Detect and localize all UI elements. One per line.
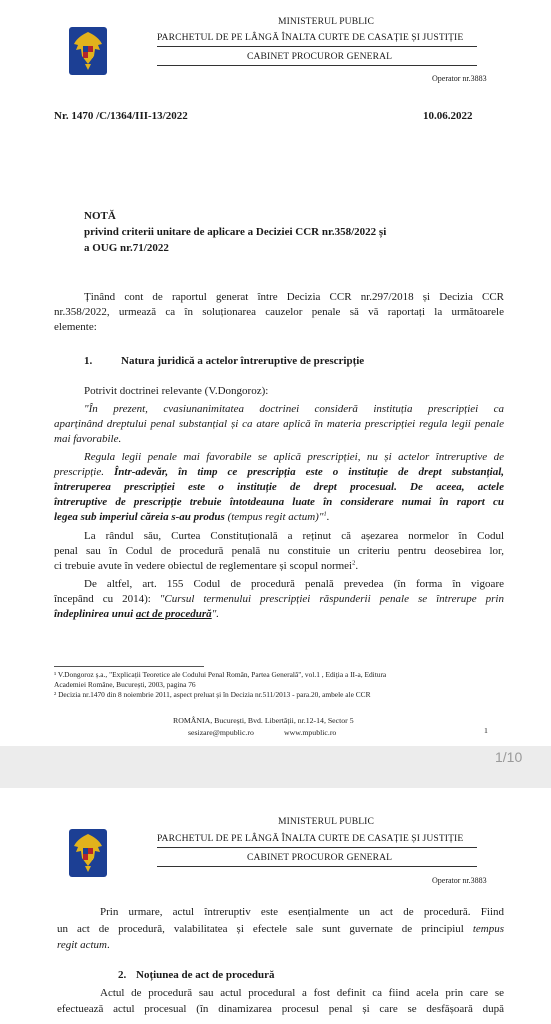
paragraph-line: un act de procedură, valabilitatea și efectele sale sunt guvernate de principiul tempus xyxy=(57,923,504,935)
header-parchet: PARCHETUL DE PE LÂNGĂ ÎNALTA CURTE DE CASAȚIE ȘI JUSTIȚIE xyxy=(157,32,464,43)
footnote-divider xyxy=(54,666,204,667)
intro-line: Ținând cont de raportul generat între Decizia CCR nr.297/2018 și Decizia CCR xyxy=(84,291,504,303)
footer-address: ROMÂNIA, București, Bvd. Libertății, nr.12-14, Sector 5 xyxy=(173,716,354,725)
section-1-heading: Natura juridică a actelor întreruptive de prescripție xyxy=(121,355,365,367)
registration-number: Nr. 1470 /C/1364/III-13/2022 xyxy=(54,110,188,122)
document-subtitle: a OUG nr.71/2022 xyxy=(84,242,169,254)
header-ministry: MINISTERUL PUBLIC xyxy=(278,816,374,827)
paragraph-line: Prin urmare, actul întreruptiv este esențialmente un act de procedură. Fiind xyxy=(100,906,504,918)
header-divider xyxy=(157,847,477,848)
quote-line: prescripție. Într-adevăr, în timp ce prescripția este o instituție de drept substanțial, xyxy=(54,466,504,478)
quote-line: întreruptive de prescripție trebuie întotdeauna luate în considerare numai în raport cu xyxy=(54,496,504,508)
intro-line: nr.358/2022, urmează ca în soluționarea cauzelor penale să vă raportați la următoarele xyxy=(54,306,504,318)
operator-number: Operator nr.3883 xyxy=(432,876,487,885)
quote-line: aparținând dreptului penal substanțial și ca atare aplică în materia prescripției regula legii penale xyxy=(54,418,504,430)
paragraph-ccr-line: La rândul său, Curtea Constituțională a reținut că așezarea normelor în Codul xyxy=(84,530,504,542)
footnote-1-cont: Academiei Române, București, 2003, pagina 76 xyxy=(54,680,196,689)
header-divider xyxy=(157,866,477,867)
footnote-1: ¹ V.Dongoroz ș.a., "Explicații Teoretice ale Codului Penal Român, Partea Generală", vol.1 , Ediția a II-a, Editura xyxy=(54,670,387,679)
romania-coat-of-arms-icon xyxy=(68,26,108,76)
section-2-number: 2. xyxy=(118,969,127,981)
quote-line: întreruperea prescripției este o instituție de drept procesual. De aceea, actele xyxy=(54,481,504,493)
intro-line: elemente: xyxy=(54,321,97,333)
footer-website: www.mpublic.ro xyxy=(284,728,337,737)
paragraph-line: regit actum. xyxy=(57,939,110,951)
header-cabinet: CABINET PROCUROR GENERAL xyxy=(247,51,393,62)
paragraph-doctrine: Potrivit doctrinei relevante (V.Dongoroz): xyxy=(84,385,269,397)
document-title: NOTĂ xyxy=(84,210,116,222)
paragraph-art155-line: începând cu 2014): "Cursul termenului prescripției răspunderii penale se întrerupe prin xyxy=(54,593,504,605)
document-subtitle: privind criterii unitare de aplicare a Deciziei CCR nr.358/2022 și xyxy=(84,226,387,238)
header-divider xyxy=(157,46,477,47)
footnote-ref: 2 xyxy=(352,559,356,567)
paragraph-line: efectuează actul procesual (în dinamizarea procesul penal și care se desfășoară după xyxy=(57,1003,504,1015)
document-date: 10.06.2022 xyxy=(423,110,473,122)
quote-line: mai favorabile. xyxy=(54,433,122,445)
paragraph-art155-line: De altfel, art. 155 Codul de procedură penală prevedea (în forma în vigoare xyxy=(84,578,504,590)
paragraph-ccr-line: penal sau în Codul de procedură penală nu constituie un criteriu pentru deosebirea lor, xyxy=(54,545,504,557)
quote-line: Regula legii penale mai favorabile se aplică prescripției, nu și actelor întreruptive de xyxy=(84,451,504,463)
footnote-ref: 1 xyxy=(323,510,327,518)
document-page-2 xyxy=(0,788,551,1024)
header-parchet: PARCHETUL DE PE LÂNGĂ ÎNALTA CURTE DE CASAȚIE ȘI JUSTIȚIE xyxy=(157,833,464,844)
paragraph-line: Actul de procedură sau actul procedural a fost definit ca fiind acela prin care se xyxy=(100,987,504,999)
paragraph-ccr-line: ci trebuie avute în vedere obiectul de reglementare și scopul normei$^2$. xyxy=(54,559,359,572)
operator-number: Operator nr.3883 xyxy=(432,74,487,83)
quote-line: legea sub imperiul căreia s-au produs (tempus regit actum)"$^1$. xyxy=(54,510,330,523)
header-cabinet: CABINET PROCUROR GENERAL xyxy=(247,852,393,863)
footnote-2: ² Decizia nr.1470 din 8 noiembrie 2011, aspect preluat și în Decizia nr.511/2013 - para.20, ambele ale CCR xyxy=(54,690,371,699)
page-indicator: 1/10 xyxy=(495,749,523,765)
quote-line: "În prezent, cvasiunanimitatea doctrinei consideră instituția prescripției ca xyxy=(84,403,504,415)
section-2-heading: Noțiunea de act de procedură xyxy=(136,969,275,981)
footer-email: sesizare@mpublic.ro xyxy=(188,728,254,737)
paragraph-art155-line: îndeplinirea unui act de procedură". xyxy=(54,608,220,620)
header-ministry: MINISTERUL PUBLIC xyxy=(278,16,374,27)
romania-coat-of-arms-icon xyxy=(68,828,108,878)
page-number: 1 xyxy=(484,726,488,735)
header-divider xyxy=(157,65,477,66)
section-1-number: 1. xyxy=(84,355,93,367)
